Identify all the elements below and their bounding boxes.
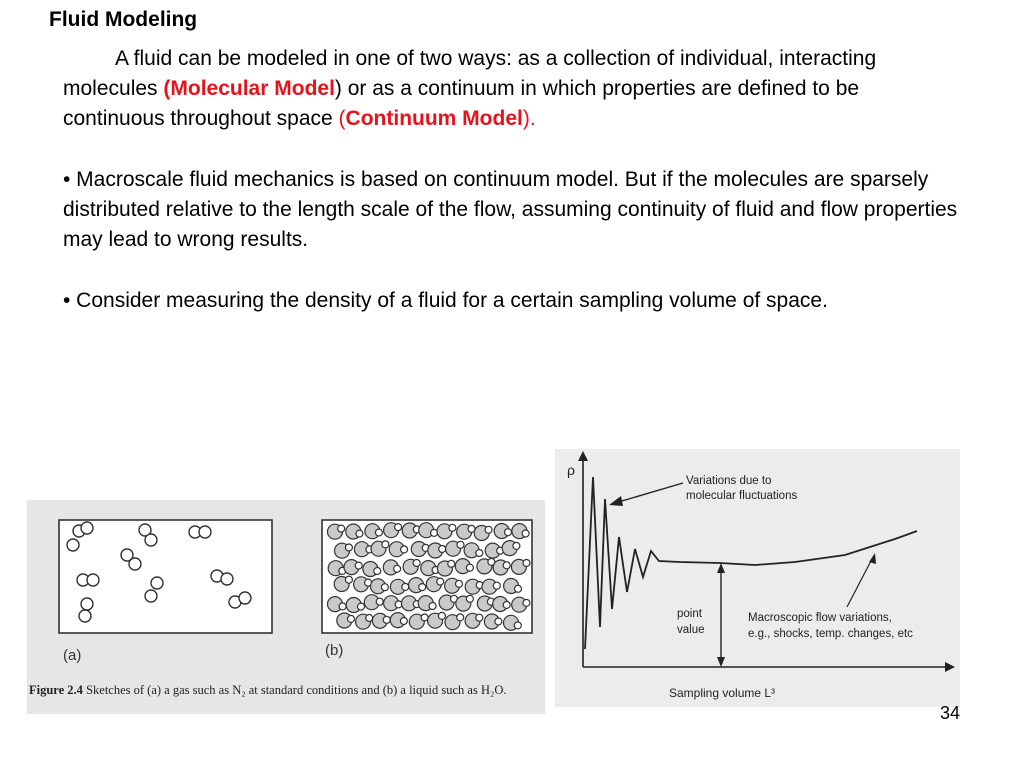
y-axis-label: ρ	[567, 462, 575, 478]
liquid-molecule-atom	[457, 541, 464, 548]
liquid-molecule-atom	[476, 614, 483, 621]
x-axis-label: Sampling volume L³	[669, 686, 776, 700]
liquid-molecule-atom	[355, 562, 362, 569]
liquid-molecule-atom	[522, 530, 529, 537]
annotation-macroscopic-1: Macroscopic flow variations,	[748, 612, 892, 624]
liquid-molecule-atom	[382, 541, 389, 548]
liquid-molecule-atom	[476, 550, 483, 557]
point-value-arrow-top	[717, 563, 725, 573]
bullet-macroscale: • Macroscale fluid mechanics is based on continuum model. But if the molecules are sparsely distributed relative to the length scale of the flow, assuming continuity of fluid and flow properties may lead to wrong results.	[63, 168, 958, 251]
paren-open: (	[338, 107, 346, 130]
liquid-molecule-atom	[366, 615, 373, 622]
liquid-molecule-atom	[345, 544, 352, 551]
liquid-molecule-atom	[495, 618, 502, 625]
liquid-molecule-atom	[394, 565, 401, 572]
liquid-molecule-atom	[356, 530, 363, 537]
liquid-molecule-atom	[503, 601, 510, 608]
point-value-arrow-bottom	[717, 657, 725, 667]
y-axis-arrow	[578, 451, 588, 461]
bullet-density: • Consider measuring the density of a fluid for a certain sampling volume of space.	[63, 289, 828, 312]
liquid-molecule-atom	[429, 603, 436, 610]
liquid-molecule-atom	[348, 615, 355, 622]
liquid-molecule-atom	[383, 616, 390, 623]
liquid-molecule-atom	[439, 546, 446, 553]
liquid-molecule-atom	[375, 529, 382, 536]
annotation-point-2: value	[677, 624, 705, 636]
liquid-molecule-atom	[514, 622, 521, 629]
liquid-molecule-atom	[338, 525, 345, 532]
liquid-molecule-atom	[381, 584, 388, 591]
slide-title: Fluid Modeling	[49, 8, 198, 31]
liquid-molecule-atom	[513, 542, 520, 549]
molecule-sketches-svg	[27, 500, 545, 714]
liquid-molecule-atom	[523, 599, 530, 606]
paren-close: ).	[522, 107, 536, 130]
liquid-molecule-atom	[485, 526, 492, 533]
liquid-molecule-atom	[413, 560, 420, 567]
paragraph-text: ) or as a continuum in which properties are defined to be continuous throughout space	[63, 77, 860, 130]
fluctuation-pointer-head	[609, 496, 623, 506]
liquid-molecule-atom	[466, 564, 473, 571]
annotation-point-1: point	[677, 608, 702, 620]
x-axis-arrow	[945, 662, 955, 672]
annotation-macroscopic-2: e.g., shocks, temp. changes, etc	[748, 628, 913, 640]
figure-density-plot	[555, 449, 960, 707]
annotation-fluctuations-2: molecular fluctuations	[686, 490, 798, 502]
liquid-molecule-atom	[505, 529, 512, 536]
liquid-molecule-atom	[503, 562, 510, 569]
liquid-molecule-atom	[374, 568, 381, 575]
liquid-molecule-atom	[493, 582, 500, 589]
liquid-molecule-atom	[437, 578, 444, 585]
liquid-molecule-atom	[449, 524, 456, 531]
label-a: (a)	[63, 647, 82, 664]
paragraph-text: A fluid can be modeled in one of two ways: as a collection of individual, interacting molecules	[63, 47, 877, 100]
liquid-molecule-atom	[466, 595, 473, 602]
liquid-molecule-atom	[438, 612, 445, 619]
liquid-molecule-atom	[339, 603, 346, 610]
figure-molecule-sketches	[27, 500, 545, 714]
fluctuation-pointer	[615, 483, 683, 503]
liquid-molecule-atom	[400, 618, 407, 625]
slide-body	[63, 44, 963, 316]
label-b: (b)	[325, 642, 344, 659]
liquid-molecule-atom	[515, 585, 522, 592]
liquid-molecule-atom	[456, 580, 463, 587]
liquid-molecule-atom	[419, 584, 426, 591]
figure-caption	[29, 683, 506, 697]
liquid-molecule-atom	[402, 583, 409, 590]
molecular-model-term: (Molecular Model	[163, 77, 335, 100]
liquid-molecule-atom	[345, 576, 352, 583]
paragraph-models	[63, 44, 963, 134]
liquid-molecule-atom	[401, 546, 408, 553]
caption-text: Sketches of (a) a gas such as N₂ at standard conditions and (b) a liquid such as H₂O.	[82, 683, 507, 697]
page-number: 34	[940, 706, 961, 721]
liquid-molecule-atom	[457, 614, 464, 621]
liquid-molecule-atom	[358, 603, 365, 610]
liquid-molecule-atom	[376, 598, 383, 605]
density-plot-svg	[555, 449, 960, 707]
liquid-molecule-atom	[395, 524, 402, 531]
liquid-molecule-atom	[448, 560, 455, 567]
annotation-fluctuations-1: Variations due to	[686, 475, 772, 487]
liquid-molecule-atom	[523, 560, 530, 567]
macroscopic-pointer	[847, 557, 873, 607]
caption-prefix: Figure 2.4	[29, 683, 83, 697]
continuum-model-term: Continuum Model	[345, 107, 523, 130]
